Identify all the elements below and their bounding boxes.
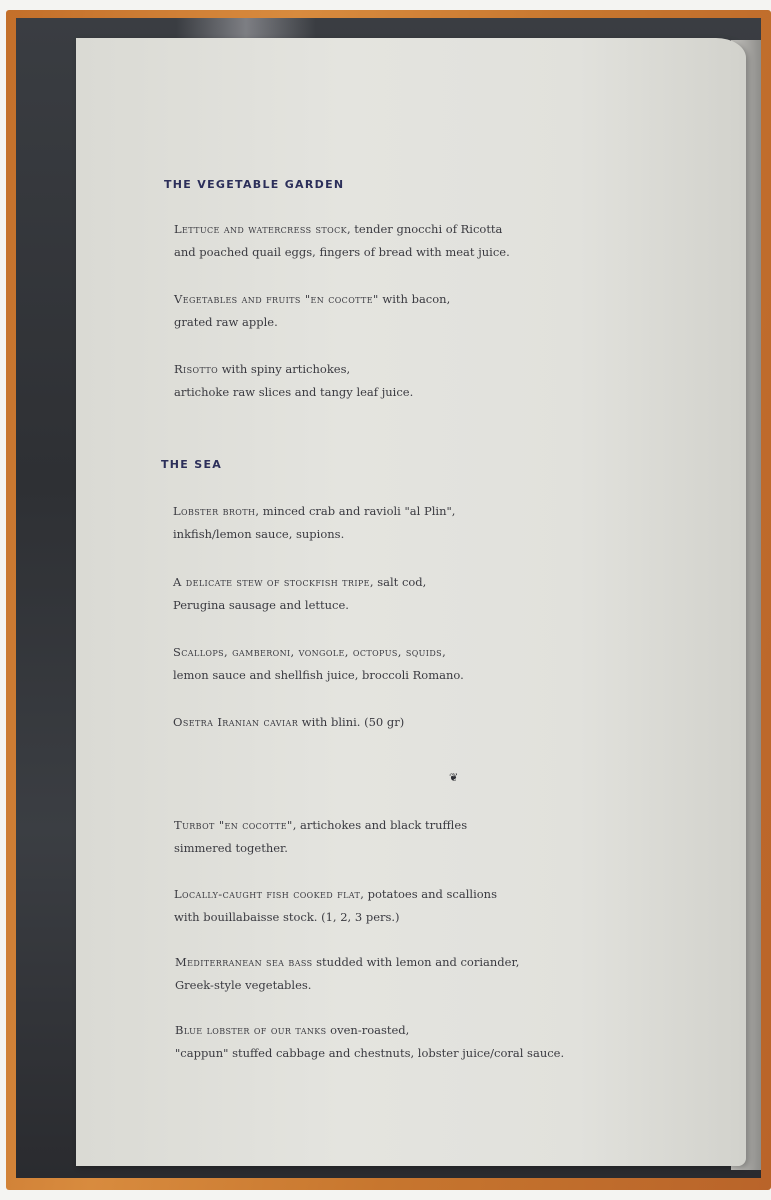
dish-name: Vegetables and fruits "en cocotte" <box>174 292 379 306</box>
dish-stockfish-tripe <box>173 571 426 617</box>
dish-osetra-caviar <box>173 711 404 734</box>
dish-desc-line2: inkfish/lemon sauce, supions. <box>173 527 345 541</box>
dish-desc-line2: lemon sauce and shellfish juice, broccoli Romano. <box>173 668 464 682</box>
dish-name: Mediterranean sea bass <box>175 955 313 969</box>
dish-desc-line1: , tender gnocchi of Ricotta <box>347 222 503 236</box>
dish-lettuce-watercress <box>174 218 510 264</box>
dish-name: Turbot "en cocotte" <box>174 818 293 832</box>
dish-desc-line2: grated raw apple. <box>174 315 278 329</box>
dish-desc-line1: oven-roasted, <box>326 1023 410 1037</box>
dish-name: Locally-caught fish cooked flat <box>174 887 361 901</box>
dish-desc-line1: , potatoes and scallions <box>360 887 497 901</box>
dish-name: A delicate stew of stockfish tripe <box>173 575 370 589</box>
dish-desc-line2: simmered together. <box>174 841 288 855</box>
dish-scallops-seafood <box>173 641 464 687</box>
dish-desc-line2: "cappun" stuffed cabbage and chestnuts, lobster juice/coral sauce. <box>175 1046 565 1060</box>
dish-desc-line1: , minced crab and ravioli "al Plin", <box>255 504 456 518</box>
section-title-the-sea: THE SEA <box>161 458 223 471</box>
dish-lobster-broth <box>173 500 455 546</box>
dish-desc-line1: , artichokes and black truffles <box>292 818 468 832</box>
section-title-vegetable-garden: THE VEGETABLE GARDEN <box>164 178 345 191</box>
dish-blue-lobster <box>175 1019 564 1065</box>
dish-name: Risotto <box>174 362 219 376</box>
ornament-icon: ❦ <box>449 771 459 784</box>
dish-desc-line2: Greek-style vegetables. <box>175 978 312 992</box>
dish-desc-line1: , salt cod, <box>369 575 427 589</box>
dish-sea-bass <box>175 951 519 997</box>
dish-name: Lettuce and watercress stock <box>174 222 347 236</box>
dish-name: Lobster broth <box>173 504 256 518</box>
dish-desc-line2: with bouillabaisse stock. (1, 2, 3 pers.) <box>174 910 400 924</box>
menu-page <box>76 38 746 1166</box>
dish-desc-line1: , <box>442 645 446 659</box>
dish-desc-line1: with spiny artichokes, <box>218 362 351 376</box>
dish-vegetables-fruits-cocotte <box>174 288 450 334</box>
dish-name: Osetra Iranian caviar <box>173 715 299 729</box>
dish-name: Blue lobster of our tanks <box>175 1023 327 1037</box>
dish-turbot-cocotte <box>174 814 467 860</box>
dish-name: Scallops, gamberoni, vongole, octopus, squids <box>173 645 443 659</box>
dish-locally-caught-fish <box>174 883 497 929</box>
dish-risotto <box>174 358 413 404</box>
dish-desc-line2: Perugina sausage and lettuce. <box>173 598 349 612</box>
dish-desc-line2: artichoke raw slices and tangy leaf juice. <box>174 385 414 399</box>
dish-desc-line1: with bacon, <box>378 292 451 306</box>
dish-desc-line1: with blini. (50 gr) <box>298 715 405 729</box>
dish-desc-line2: and poached quail eggs, fingers of bread with meat juice. <box>174 245 510 259</box>
dish-desc-line1: studded with lemon and coriander, <box>312 955 520 969</box>
menu-content <box>76 38 746 1166</box>
